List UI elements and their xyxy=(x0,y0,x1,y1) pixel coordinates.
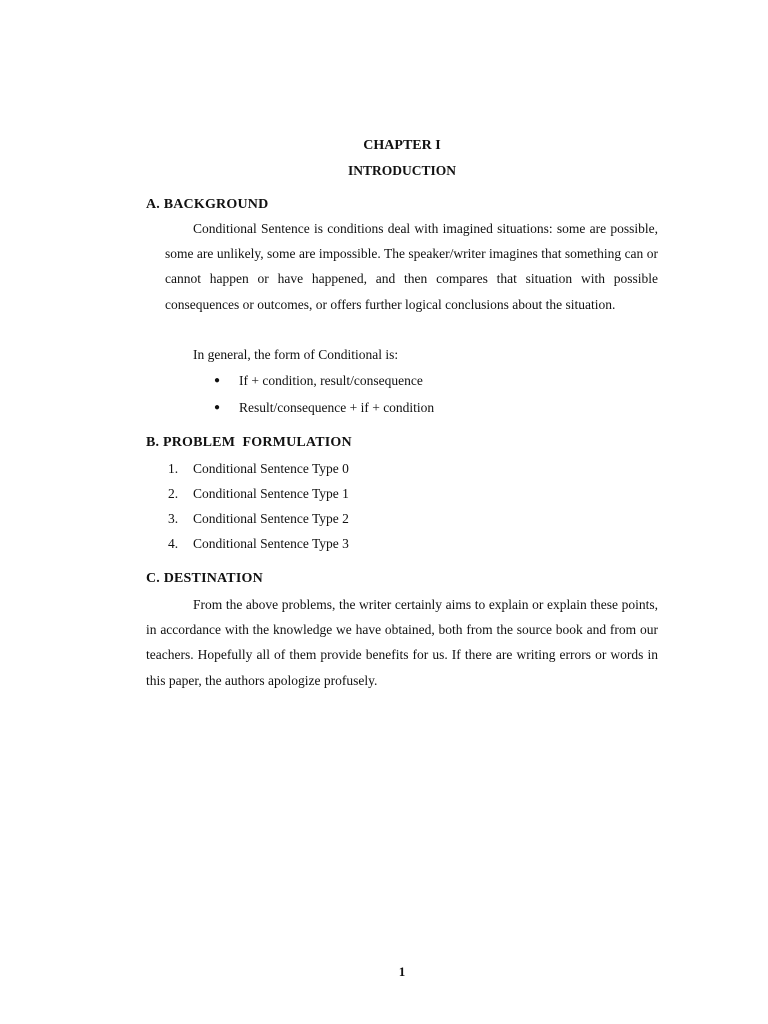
list-number: 3. xyxy=(168,511,179,526)
list-item: Conditional Sentence Type 2 xyxy=(193,511,349,526)
background-heading: A. BACKGROUND xyxy=(146,197,269,212)
page-number: 1 xyxy=(398,964,406,979)
list-item: Conditional Sentence Type 1 xyxy=(193,486,349,501)
list-number: 2. xyxy=(168,486,179,501)
problem-heading: B. PROBLEM FORMULATION xyxy=(146,435,352,450)
bullet-item: Result/consequence + if + condition xyxy=(239,400,435,415)
bullet-item: If + condition, result/consequence xyxy=(239,373,423,388)
list-number: 1. xyxy=(168,461,179,476)
list-item: Conditional Sentence Type 0 xyxy=(193,461,349,476)
list-number: 4. xyxy=(168,536,179,551)
chapter-subtitle: INTRODUCTION xyxy=(347,163,456,178)
chapter-title: CHAPTER I xyxy=(363,138,441,153)
background-paragraph: Conditional Sentence is conditions deal with imagined situations: some are possible, some are unlikely, some are impossible. The speaker/writer imagines that something can or cannot happen or have happened, and then compares that situation with possible consequences or outcomes, or offers further logical conclusions about the situation. xyxy=(165,221,658,312)
destination-heading: C. DESTINATION xyxy=(146,571,263,586)
bullet-icon: ● xyxy=(214,375,221,386)
form-intro-text: In general, the form of Conditional is: xyxy=(193,347,399,362)
list-item: Conditional Sentence Type 3 xyxy=(193,536,349,551)
destination-paragraph: From the above problems, the writer certainly aims to explain or explain these points, in accordance with the knowledge we have obtained, both from the source book and from our teachers. Hopefully all of them provide benefits for us. If there are writing errors or words in this paper, the authors apologize profusely. xyxy=(146,597,658,688)
bullet-icon: ● xyxy=(214,402,221,413)
